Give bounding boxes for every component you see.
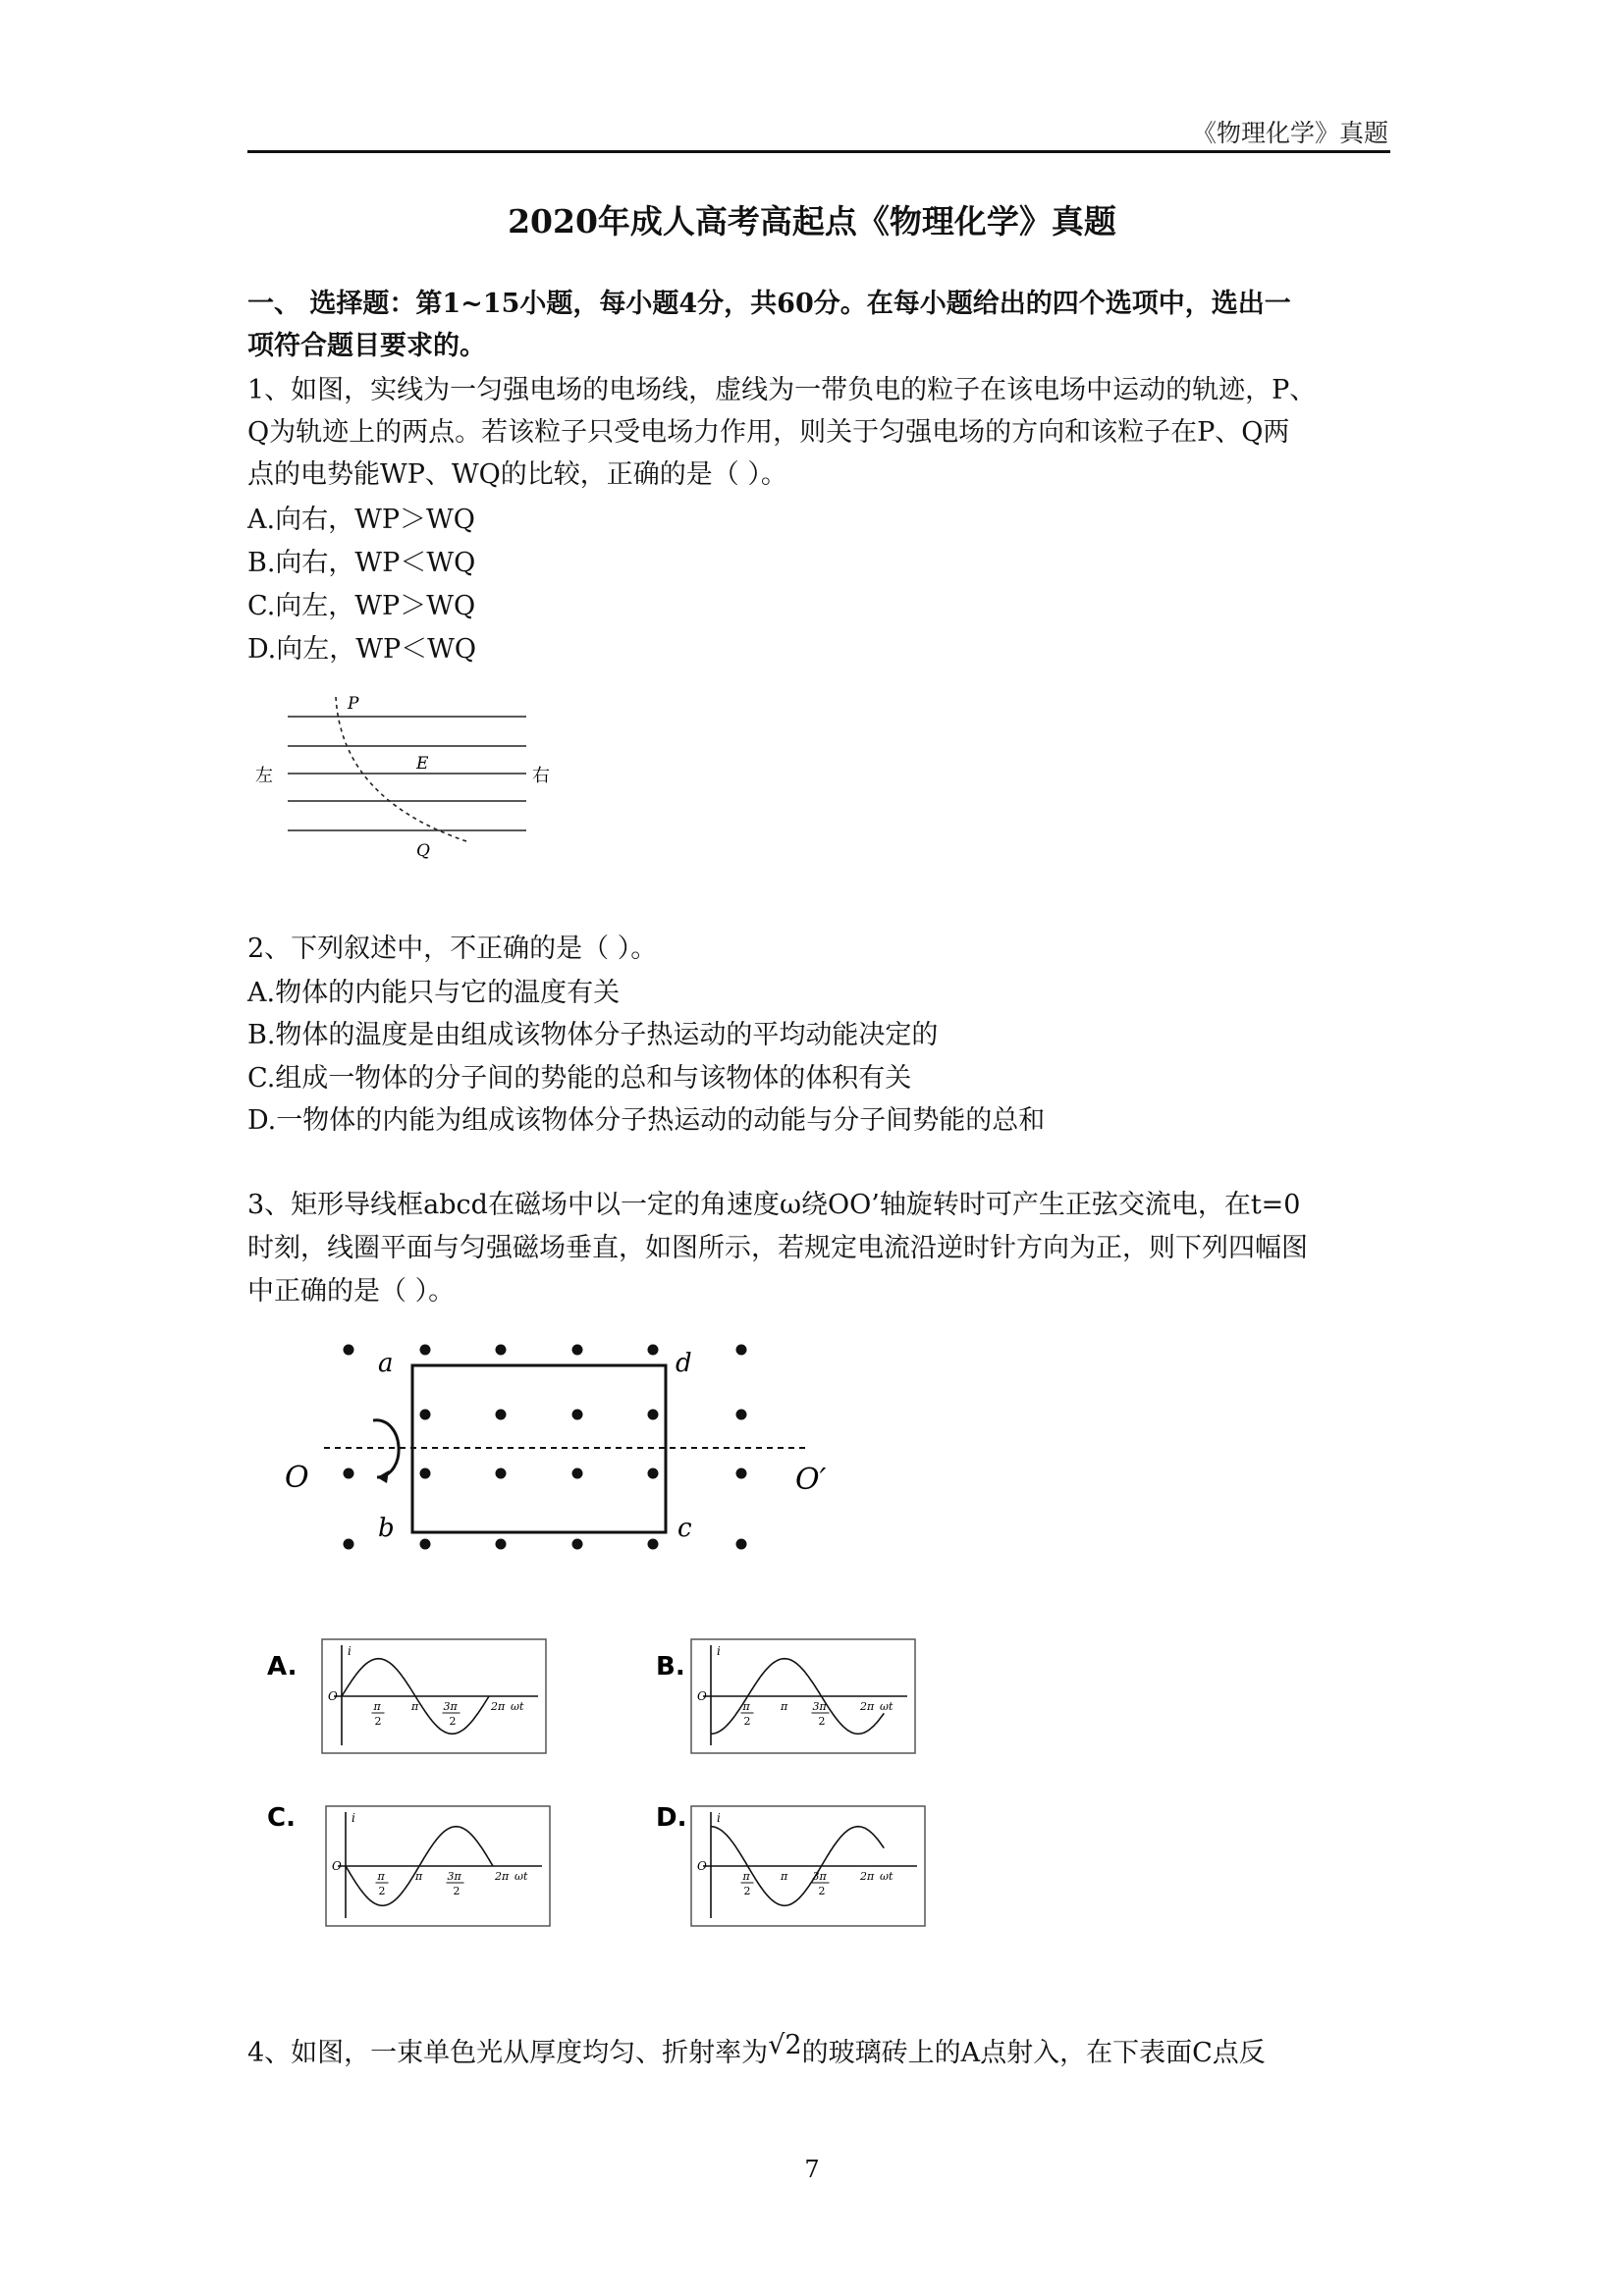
graph-tick-pi-c: π (415, 1870, 423, 1883)
q1-stem-line-2: Q为轨迹上的两点。若该粒子只受电场力作用，则关于匀强电场的方向和该粒子在P、Q两 (247, 417, 1290, 448)
graph-label-o-d: O (697, 1859, 707, 1873)
section-heading-line-1: 一、 选择题：第1~15小题，每小题4分，共60分。在每小题给出的四个选项中，选出一 (247, 289, 1291, 319)
page-number: 7 (804, 2156, 820, 2183)
q2-option-d: D.一物体的内能为组成该物体分子热运动的动能与分子间势能的总和 (247, 1105, 1046, 1136)
q3-label-d: d (676, 1349, 692, 1378)
graph-tick-half-pi-den-c: 2 (378, 1885, 386, 1897)
q3-stem-line-2: 时刻，线圈平面与匀强磁场垂直，如图所示，若规定电流沿逆时针方向为正，则下列四幅图 (247, 1233, 1308, 1263)
graph-tick-half-pi-num-a: π (373, 1700, 381, 1713)
graph-label-o-c: O (332, 1859, 342, 1873)
graph-label-i-b: i (717, 1644, 721, 1658)
graph-label-i-d: i (717, 1811, 721, 1825)
q4-stem-end: 的玻璃砖上的A点射入，在下表面C点反 (801, 2038, 1266, 2068)
document-title: 2020年成人高考高起点《物理化学》真题 (508, 202, 1116, 240)
graph-label-i-a: i (348, 1644, 352, 1658)
graph-label-o-b: O (697, 1689, 707, 1703)
graph-tick-half-pi-den-b: 2 (743, 1715, 751, 1728)
graph-tick-three-half-num-c: 3π (447, 1870, 461, 1883)
graph-tick-half-pi-num-d: π (742, 1870, 750, 1883)
q3-label-a: a (378, 1349, 394, 1378)
q1-option-b: B.向右，WP＜WQ (247, 548, 476, 578)
q1-label-left: 左 (255, 766, 273, 786)
graph-letter-c: C. (267, 1803, 296, 1833)
graph-tick-two-pi-c: 2π (495, 1870, 510, 1883)
graph-tick-three-half-num-d: 3π (812, 1870, 827, 1883)
q2-stem: 2、下列叙述中，不正确的是（ ）。 (247, 934, 658, 964)
graph-tick-pi-a: π (411, 1700, 419, 1713)
q1-stem-line-1: 1、如图，实线为一匀强电场的电场线，虚线为一带负电的粒子在该电场中运动的轨迹，P、 (247, 375, 1317, 405)
header-rule (247, 150, 1390, 153)
graph-letter-b: B. (656, 1652, 685, 1682)
q1-label-e: E (416, 754, 429, 774)
q3-label-o: O (285, 1461, 309, 1495)
graph-tick-half-pi-den-a: 2 (374, 1715, 382, 1728)
graph-tick-omega-t-d: ωt (880, 1870, 893, 1883)
graph-tick-half-pi-num-c: π (377, 1870, 385, 1883)
graph-tick-pi-d: π (781, 1870, 788, 1883)
section-heading-line-2: 项符合题目要求的。 (247, 331, 486, 361)
q1-stem-line-3: 点的电势能WP、WQ的比较，正确的是（ ）。 (247, 459, 787, 490)
graph-tick-omega-t-c: ωt (514, 1870, 528, 1883)
q1-option-a: A.向右，WP＞WQ (247, 505, 475, 535)
q1-option-d: D.向左，WP＜WQ (247, 634, 477, 665)
graph-tick-three-half-num-b: 3π (812, 1700, 827, 1713)
graph-tick-three-half-den-c: 2 (453, 1885, 460, 1897)
graph-tick-three-half-den-d: 2 (818, 1885, 826, 1897)
q3-stem-line-3: 中正确的是（ ）。 (247, 1276, 456, 1307)
graph-letter-a: A. (267, 1652, 298, 1682)
running-header: 《物理化学》真题 (1191, 119, 1388, 147)
graph-tick-half-pi-den-d: 2 (743, 1885, 751, 1897)
graph-tick-omega-t-b: ωt (880, 1700, 893, 1713)
graph-label-i-c: i (352, 1811, 355, 1825)
q3-label-o-prime: O′ (795, 1463, 827, 1497)
q4-stem-line-1 (247, 2032, 1266, 2074)
q3-label-b: b (378, 1514, 395, 1543)
q4-stem-start: 4、如图，一束单色光从厚度均匀、折射率为 (247, 2038, 769, 2068)
graph-tick-omega-t-a: ωt (511, 1700, 524, 1713)
graph-label-o-a: O (328, 1689, 338, 1703)
q1-field-figure (253, 687, 558, 864)
q3-answer-graphs (253, 1629, 941, 1934)
graph-tick-half-pi-num-b: π (742, 1700, 750, 1713)
graph-tick-three-half-den-a: 2 (449, 1715, 457, 1728)
graph-tick-two-pi-d: 2π (860, 1870, 875, 1883)
q1-label-right: 右 (532, 766, 550, 786)
q1-label-p: P (348, 694, 359, 714)
graph-tick-two-pi-a: 2π (491, 1700, 506, 1713)
q3-stem-line-1: 3、矩形导线框abcd在磁场中以一定的角速度ω绕OO’轴旋转时可产生正弦交流电，在t=0 (247, 1190, 1301, 1220)
q3-loop-figure (275, 1330, 844, 1566)
q1-label-q: Q (416, 841, 430, 861)
q1-option-c: C.向左，WP＞WQ (247, 591, 476, 621)
graph-tick-three-half-den-b: 2 (818, 1715, 826, 1728)
q2-option-b: B.物体的温度是由组成该物体分子热运动的平均动能决定的 (247, 1020, 939, 1050)
graph-tick-three-half-num-a: 3π (443, 1700, 458, 1713)
sqrt-two: √2 (768, 2030, 802, 2060)
graph-tick-pi-b: π (781, 1700, 788, 1713)
q2-option-a: A.物体的内能只与它的温度有关 (247, 978, 621, 1008)
q2-option-c: C.组成一物体的分子间的势能的总和与该物体的体积有关 (247, 1063, 912, 1094)
graph-letter-d: D. (656, 1803, 687, 1833)
graph-tick-two-pi-b: 2π (860, 1700, 875, 1713)
q3-label-c: c (677, 1514, 692, 1543)
